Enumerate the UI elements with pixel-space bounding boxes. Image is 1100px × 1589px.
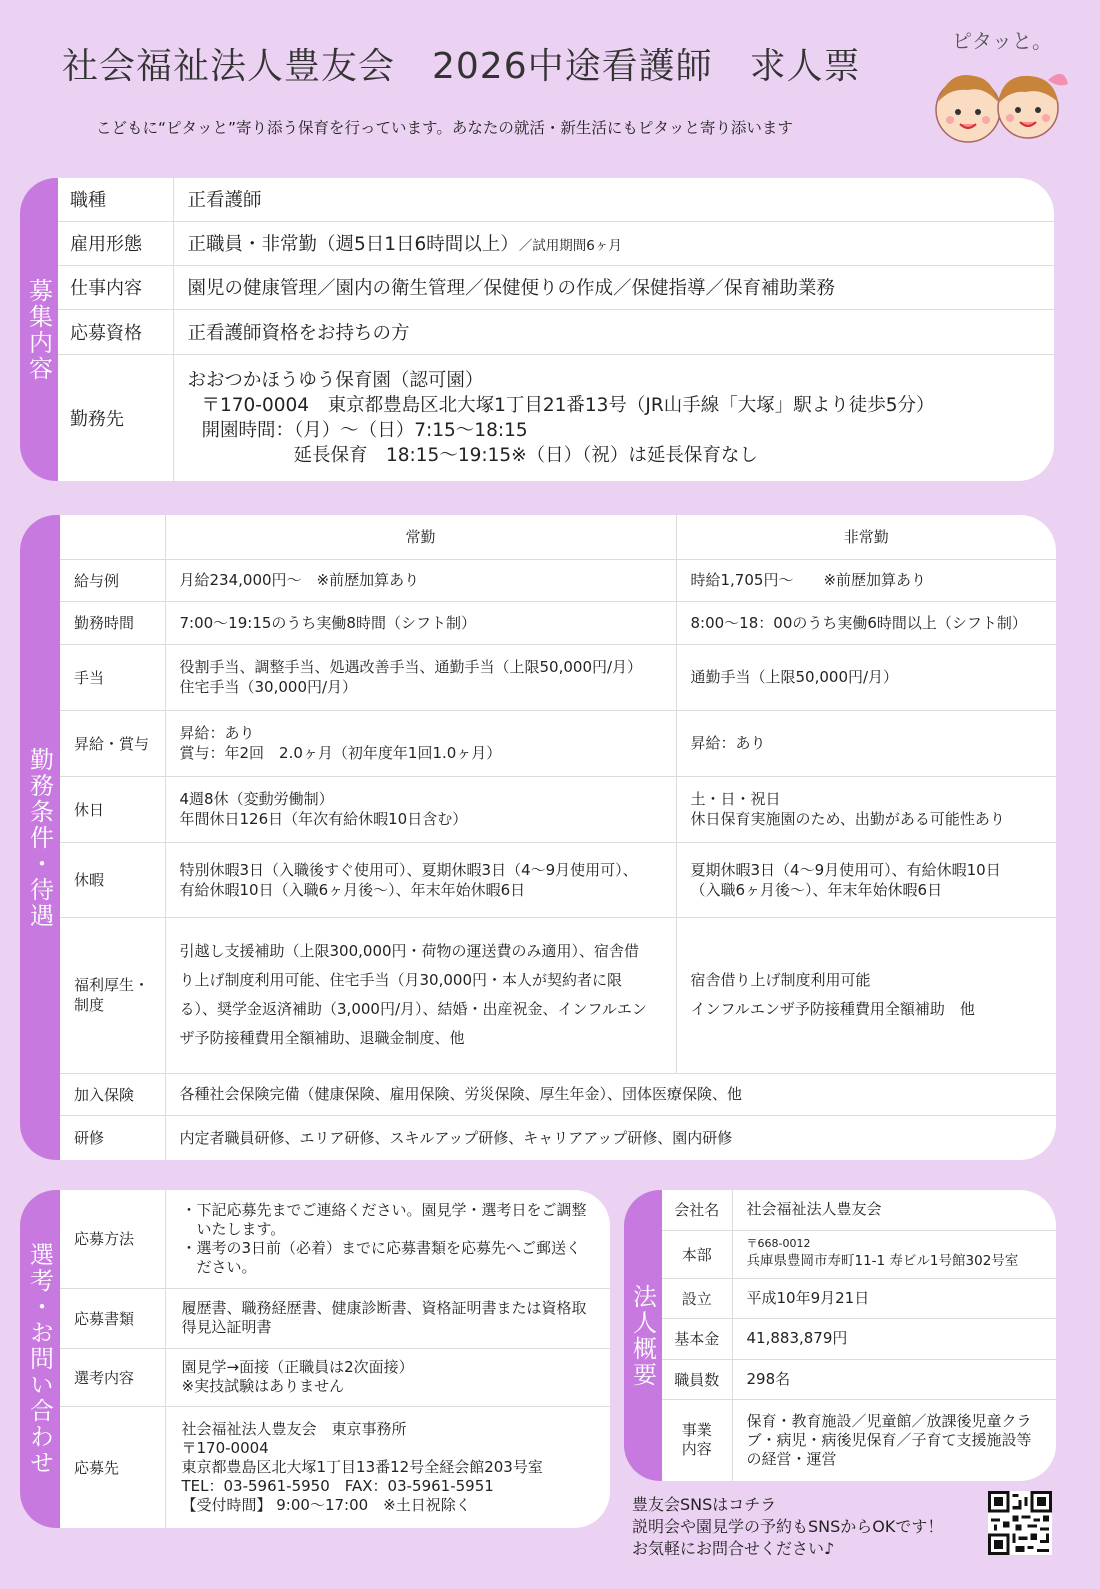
job-type-label: 職種	[58, 178, 173, 221]
raise-bonus-part-time: 昇給：あり	[676, 710, 1056, 776]
insurance-label: 加入保険	[60, 1073, 165, 1115]
qualification-value: 正看護師資格をお持ちの方	[173, 309, 1054, 354]
headquarters-label: 本部	[662, 1230, 732, 1278]
table-header-row	[60, 515, 1056, 559]
raise-bonus-full-time: 昇給：あり 賞与：年2回 2.0ヶ月（初年度年1回1.0ヶ月）	[165, 710, 676, 776]
welfare-part-time: 宿舎借り上げ制度利用可能 インフルエンザ予防接種費用全額補助 他	[676, 917, 1056, 1073]
leave-part-time: 夏期休暇3日（4～9月使用可）、有給休暇10日 （入職6ヶ月後～）、年末年始休暇6日	[676, 842, 1056, 917]
capital-label: 基本金	[662, 1318, 732, 1359]
training-label: 研修	[60, 1115, 165, 1160]
page-title: 社会福祉法人豊友会 2026中途看護師 求人票	[62, 46, 861, 87]
table-row	[60, 559, 1056, 601]
table-row	[58, 221, 1054, 265]
headquarters-address: 兵庫県豊岡市寿町11-1 寿ビル1号館302号室	[746, 1253, 1019, 1269]
employment-type-value: 正職員・非常勤（週5日1日6時間以上）／試用期間6ヶ月	[173, 221, 1054, 265]
established-value: 平成10年9月21日	[732, 1278, 1056, 1318]
selection-section	[20, 1190, 610, 1528]
table-row	[662, 1230, 1056, 1278]
conditions-section	[20, 515, 1056, 1160]
table-row	[58, 354, 1054, 481]
table-row	[662, 1359, 1056, 1399]
welfare-full-time: 引越し支援補助（上限300,000円・荷物の運送費のみ適用）、宿舎借 り上げ制度利用可能、住宅手当（月30,000円・本人が契約者に限 る）、奨学金返済補助（3,000円/月）、結婚・出産祝金、インフルエン ザ予防接種費用全額補助、退職金制度、他	[165, 917, 676, 1073]
column-header-part-time: 非常勤	[676, 515, 1056, 559]
documents-label: 応募書類	[60, 1288, 165, 1348]
staff-count-value: 298名	[732, 1359, 1056, 1399]
opening-hours: 開園時間：（月）～（日）7:15～18:15	[201, 419, 528, 441]
mascot-text: ピタッと。	[952, 29, 1052, 53]
staff-count-label: 職員数	[662, 1359, 732, 1399]
capital-value: 41,883,879円	[732, 1318, 1056, 1359]
holidays-part-time: 土・日・祝日 休日保育実施園のため、出勤がある可能性あり	[676, 776, 1056, 842]
company-panel	[662, 1190, 1056, 1481]
table-row	[60, 1288, 610, 1348]
table-row	[60, 917, 1056, 1073]
qualification-label: 応募資格	[58, 309, 173, 354]
raise-bonus-label: 昇給・賞与	[60, 710, 165, 776]
selection-side-tab: 選考・お問い合わせ	[20, 1190, 60, 1528]
company-name-value: 社会福祉法人豊友会	[732, 1190, 1056, 1230]
work-hours-full-time: 7:00～19:15のうち実働8時間（シフト制）	[165, 601, 676, 644]
table-row	[60, 1190, 610, 1288]
table-row	[662, 1399, 1056, 1481]
workplace-label: 勤務先	[58, 354, 173, 481]
sns-heading: 豊友会SNSはコチラ	[632, 1495, 777, 1514]
conditions-side-tab: 勤務条件・待遇	[20, 515, 60, 1160]
mascot-illustration	[930, 22, 1070, 152]
selection-content-label: 選考内容	[60, 1348, 165, 1406]
table-row	[60, 1406, 610, 1528]
business-label: 事業 内容	[662, 1399, 732, 1481]
recruitment-panel	[58, 178, 1054, 481]
page-subtitle: こどもに“ピタッと”寄り添う保育を行っています。あなたの就活・新生活にもピタッと寄り添います	[96, 119, 793, 137]
allowance-label: 手当	[60, 644, 165, 710]
nursery-address: 〒170-0004 東京都豊島区北大塚1丁目21番13号（JR山手線「大塚」駅より徒歩5分）	[201, 394, 935, 416]
welfare-label: 福利厚生・ 制度	[60, 917, 165, 1073]
selection-table	[60, 1190, 610, 1528]
sns-notice	[632, 1494, 943, 1560]
company-side-tab: 法人概要	[624, 1190, 662, 1481]
trial-period-note: ／試用期間6ヶ月	[518, 238, 622, 254]
table-row	[60, 601, 1056, 644]
table-row	[662, 1278, 1056, 1318]
salary-label: 給与例	[60, 559, 165, 601]
leave-label: 休暇	[60, 842, 165, 917]
recruitment-section	[20, 178, 1054, 481]
table-row	[58, 178, 1054, 221]
contact-label: 応募先	[60, 1406, 165, 1528]
table-row	[662, 1318, 1056, 1359]
sns-line-reservation: 説明会や園見学の予約もSNSからOKです！	[632, 1517, 944, 1536]
salary-part-time: 時給1,705円～ ※前歴加算あり	[676, 559, 1056, 601]
qr-code[interactable]	[988, 1491, 1052, 1555]
conditions-table	[60, 515, 1056, 1160]
table-row	[60, 1115, 1056, 1160]
holidays-full-time: 4週8休（変動労働制） 年間休日126日（年次有給休暇10日含む）	[165, 776, 676, 842]
headquarters-zip: 〒668-0012	[746, 1237, 811, 1250]
workplace-value	[173, 354, 1054, 481]
conditions-panel	[60, 515, 1056, 1160]
nursery-name: おおつかほうゆう保育園（認可園）	[187, 369, 484, 391]
work-hours-label: 勤務時間	[60, 601, 165, 644]
headquarters-value	[732, 1230, 1056, 1278]
apply-method-value: ・下記応募先までご連絡ください。園見学・選考日をご調整 いたします。 ・選考の3日前（必着）までに応募書類を応募先へご郵送く ださい。	[165, 1190, 610, 1288]
table-row	[60, 842, 1056, 917]
company-section	[624, 1190, 1056, 1481]
extended-care-hours: 延長保育 18:15～19:15※（日）（祝）は延長保育なし	[293, 444, 758, 466]
table-row	[60, 1073, 1056, 1115]
employment-type-label: 雇用形態	[58, 221, 173, 265]
table-row	[58, 265, 1054, 309]
column-header-full-time: 常勤	[165, 515, 676, 559]
table-row	[60, 644, 1056, 710]
apply-method-label: 応募方法	[60, 1190, 165, 1288]
sns-line-contact: お気軽にお問合せください♪	[632, 1539, 835, 1558]
business-value: 保育・教育施設／児童館／放課後児童クラ ブ・病児・病後児保育／子育て支援施設等 の経営・運営	[732, 1399, 1056, 1481]
table-row	[60, 710, 1056, 776]
allowance-full-time: 役割手当、調整手当、処遇改善手当、通勤手当（上限50,000円/月） 住宅手当（30,000円/月）	[165, 644, 676, 710]
company-name-label: 会社名	[662, 1190, 732, 1230]
holidays-label: 休日	[60, 776, 165, 842]
contact-value: 社会福祉法人豊友会 東京事務所 〒170-0004 東京都豊島区北大塚1丁目13番12号全経会館203号室 TEL：03-5961-5950 FAX：03-5961-5951 【受付時間】 9:00～17:00 ※土日祝除く	[165, 1406, 610, 1528]
job-content-label: 仕事内容	[58, 265, 173, 309]
recruitment-table	[58, 178, 1054, 481]
allowance-part-time: 通勤手当（上限50,000円/月）	[676, 644, 1056, 710]
training-value: 内定者職員研修、エリア研修、スキルアップ研修、キャリアアップ研修、園内研修	[165, 1115, 1056, 1160]
job-content-value: 園児の健康管理／園内の衛生管理／保健便りの作成／保健指導／保育補助業務	[173, 265, 1054, 309]
table-row	[60, 776, 1056, 842]
documents-value: 履歴書、職務経歴書、健康診断書、資格証明書または資格取 得見込証明書	[165, 1288, 610, 1348]
company-table	[662, 1190, 1056, 1481]
selection-content-value: 園見学→面接（正職員は2次面接） ※実技試験はありません	[165, 1348, 610, 1406]
established-label: 設立	[662, 1278, 732, 1318]
selection-panel	[60, 1190, 610, 1528]
recruitment-side-tab: 募集内容	[20, 178, 58, 481]
work-hours-part-time: 8:00～18：00のうち実働6時間以上（シフト制）	[676, 601, 1056, 644]
leave-full-time: 特別休暇3日（入職後すぐ使用可）、夏期休暇3日（4～9月使用可）、 有給休暇10日（入職6ヶ月後～）、年末年始休暇6日	[165, 842, 676, 917]
job-type-value: 正看護師	[173, 178, 1054, 221]
table-row	[58, 309, 1054, 354]
insurance-value: 各種社会保険完備（健康保険、雇用保険、労災保険、厚生年金）、団体医療保険、他	[165, 1073, 1056, 1115]
salary-full-time: 月給234,000円～ ※前歴加算あり	[165, 559, 676, 601]
table-row	[662, 1190, 1056, 1230]
table-row	[60, 1348, 610, 1406]
